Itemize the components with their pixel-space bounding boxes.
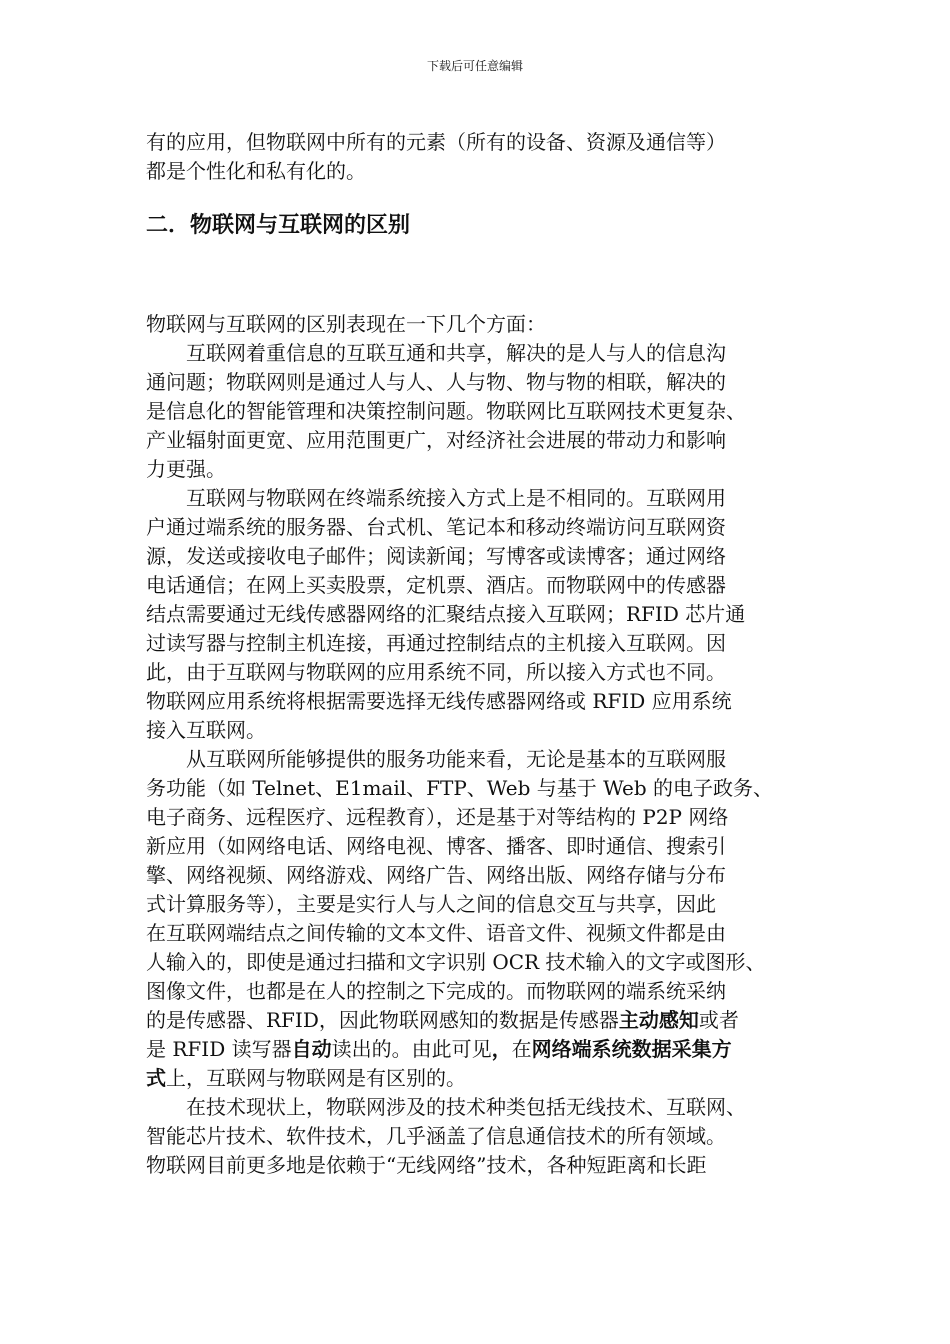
text-run: 在 (511, 1037, 532, 1061)
text-line: 物联网应用系统将根据需要选择无线传感器网络或 RFID 应用系统 (146, 689, 732, 713)
text-run: 或者 (698, 1008, 739, 1032)
text-line: 接入互联网。 (146, 718, 266, 742)
text-line: 此，由于互联网与物联网的应用系统不同，所以接入方式也不同。 (146, 660, 726, 684)
text-line: 有的应用，但物联网中所有的元素（所有的设备、资源及通信等） (146, 130, 726, 154)
text-line: 务功能（如 Telnet、E1mail、FTP、Web 与基于 Web 的电子政务、 (146, 776, 774, 800)
text-line: 产业辐射面更宽、应用范围更广，对经济社会进展的带动力和影响 (146, 428, 726, 452)
page-header: 下载后可任意编辑 (426, 59, 523, 73)
text-line: 擎、网络视频、网络游戏、网络广告、网络出版、网络存储与分布 (146, 863, 726, 887)
bold-term: ， (491, 1037, 512, 1061)
text-line (146, 1064, 826, 1093)
text-line: 结点需要通过无线传感器网络的汇聚结点接入互联网；RFID 芯片通 (146, 602, 746, 626)
text-line: 电子商务、远程医疗、远程教育），还是基于对等结构的 P2P 网络 (146, 805, 729, 829)
paragraph-1 (146, 339, 826, 484)
text-line: 电话通信；在网上买卖股票，定机票、酒店。而物联网中的传感器 (146, 573, 726, 597)
paragraph-3 (146, 745, 826, 1093)
bold-term: 式 (146, 1066, 166, 1090)
intro-paragraph (146, 128, 826, 186)
text-line: 户通过端系统的服务器、台式机、笔记本和移动终端访问互联网资 (146, 515, 726, 539)
text-line: 在互联网端结点之间传输的文本文件、语音文件、视频文件都是由 (146, 921, 726, 945)
paragraph-4 (146, 1093, 826, 1180)
text-line: 都是个性化和私有化的。 (146, 159, 366, 183)
text-line: 人输入的，即使是通过扫描和文字识别 OCR 技术输入的文字或图形、 (146, 950, 766, 974)
text-run: 读出的。由此可见 (331, 1037, 492, 1061)
text-line: 从互联网所能够提供的服务功能来看，无论是基本的互联网服 (186, 747, 726, 771)
text-line: 通问题；物联网则是通过人与人、人与物、物与物的相联，解决的 (146, 370, 726, 394)
text-line (146, 1006, 826, 1035)
text-line (146, 1035, 826, 1064)
text-run: 的是传感器、RFID，因此物联网感知的数据是传感器 (146, 1008, 619, 1032)
text-run: 是 RFID 读写器 (146, 1037, 292, 1061)
text-line: 是信息化的智能管理和决策控制问题。物联网比互联网技术更复杂、 (146, 399, 746, 423)
bold-term: 自动 (291, 1037, 332, 1061)
text-run: 上，互联网与物联网是有区别的。 (166, 1066, 466, 1090)
text-line: 互联网着重信息的互联互通和共享，解决的是人与人的信息沟 (186, 341, 726, 365)
paragraph-2 (146, 484, 826, 745)
text-line: 新应用（如网络电话、网络电视、博客、播客、即时通信、搜索引 (146, 834, 726, 858)
text-line: 在技术现状上，物联网涉及的技术种类包括无线技术、互联网、 (186, 1095, 746, 1119)
section-heading: 二．物联网与互联网的区别 (146, 213, 411, 238)
text-line: 式计算服务等），主要是实行人与人之间的信息交互与共享，因此 (146, 892, 716, 916)
bold-term: 主动感知 (618, 1008, 699, 1032)
text-line: 物联网目前更多地是依赖于“无线网络”技术，各种短距离和长距 (146, 1153, 707, 1177)
text-line: 图像文件，也都是在人的控制之下完成的。而物联网的端系统采纳 (146, 979, 726, 1003)
text-line: 源，发送或接收电子邮件；阅读新闻；写博客或读博客；通过网络 (146, 544, 726, 568)
text-line: 互联网与物联网在终端系统接入方式上是不相同的。互联网用 (186, 486, 726, 510)
text-line: 过读写器与控制主机连接，再通过控制结点的主机接入互联网。因 (146, 631, 726, 655)
text-line: 力更强。 (146, 457, 226, 481)
text-line: 智能芯片技术、软件技术，几乎涵盖了信息通信技术的所有领域。 (146, 1124, 726, 1148)
bold-term: 网络端系统数据采集方 (531, 1037, 732, 1061)
lead-line: 物联网与互联网的区别表现在一下几个方面： (146, 312, 546, 336)
body-text (146, 310, 826, 1180)
